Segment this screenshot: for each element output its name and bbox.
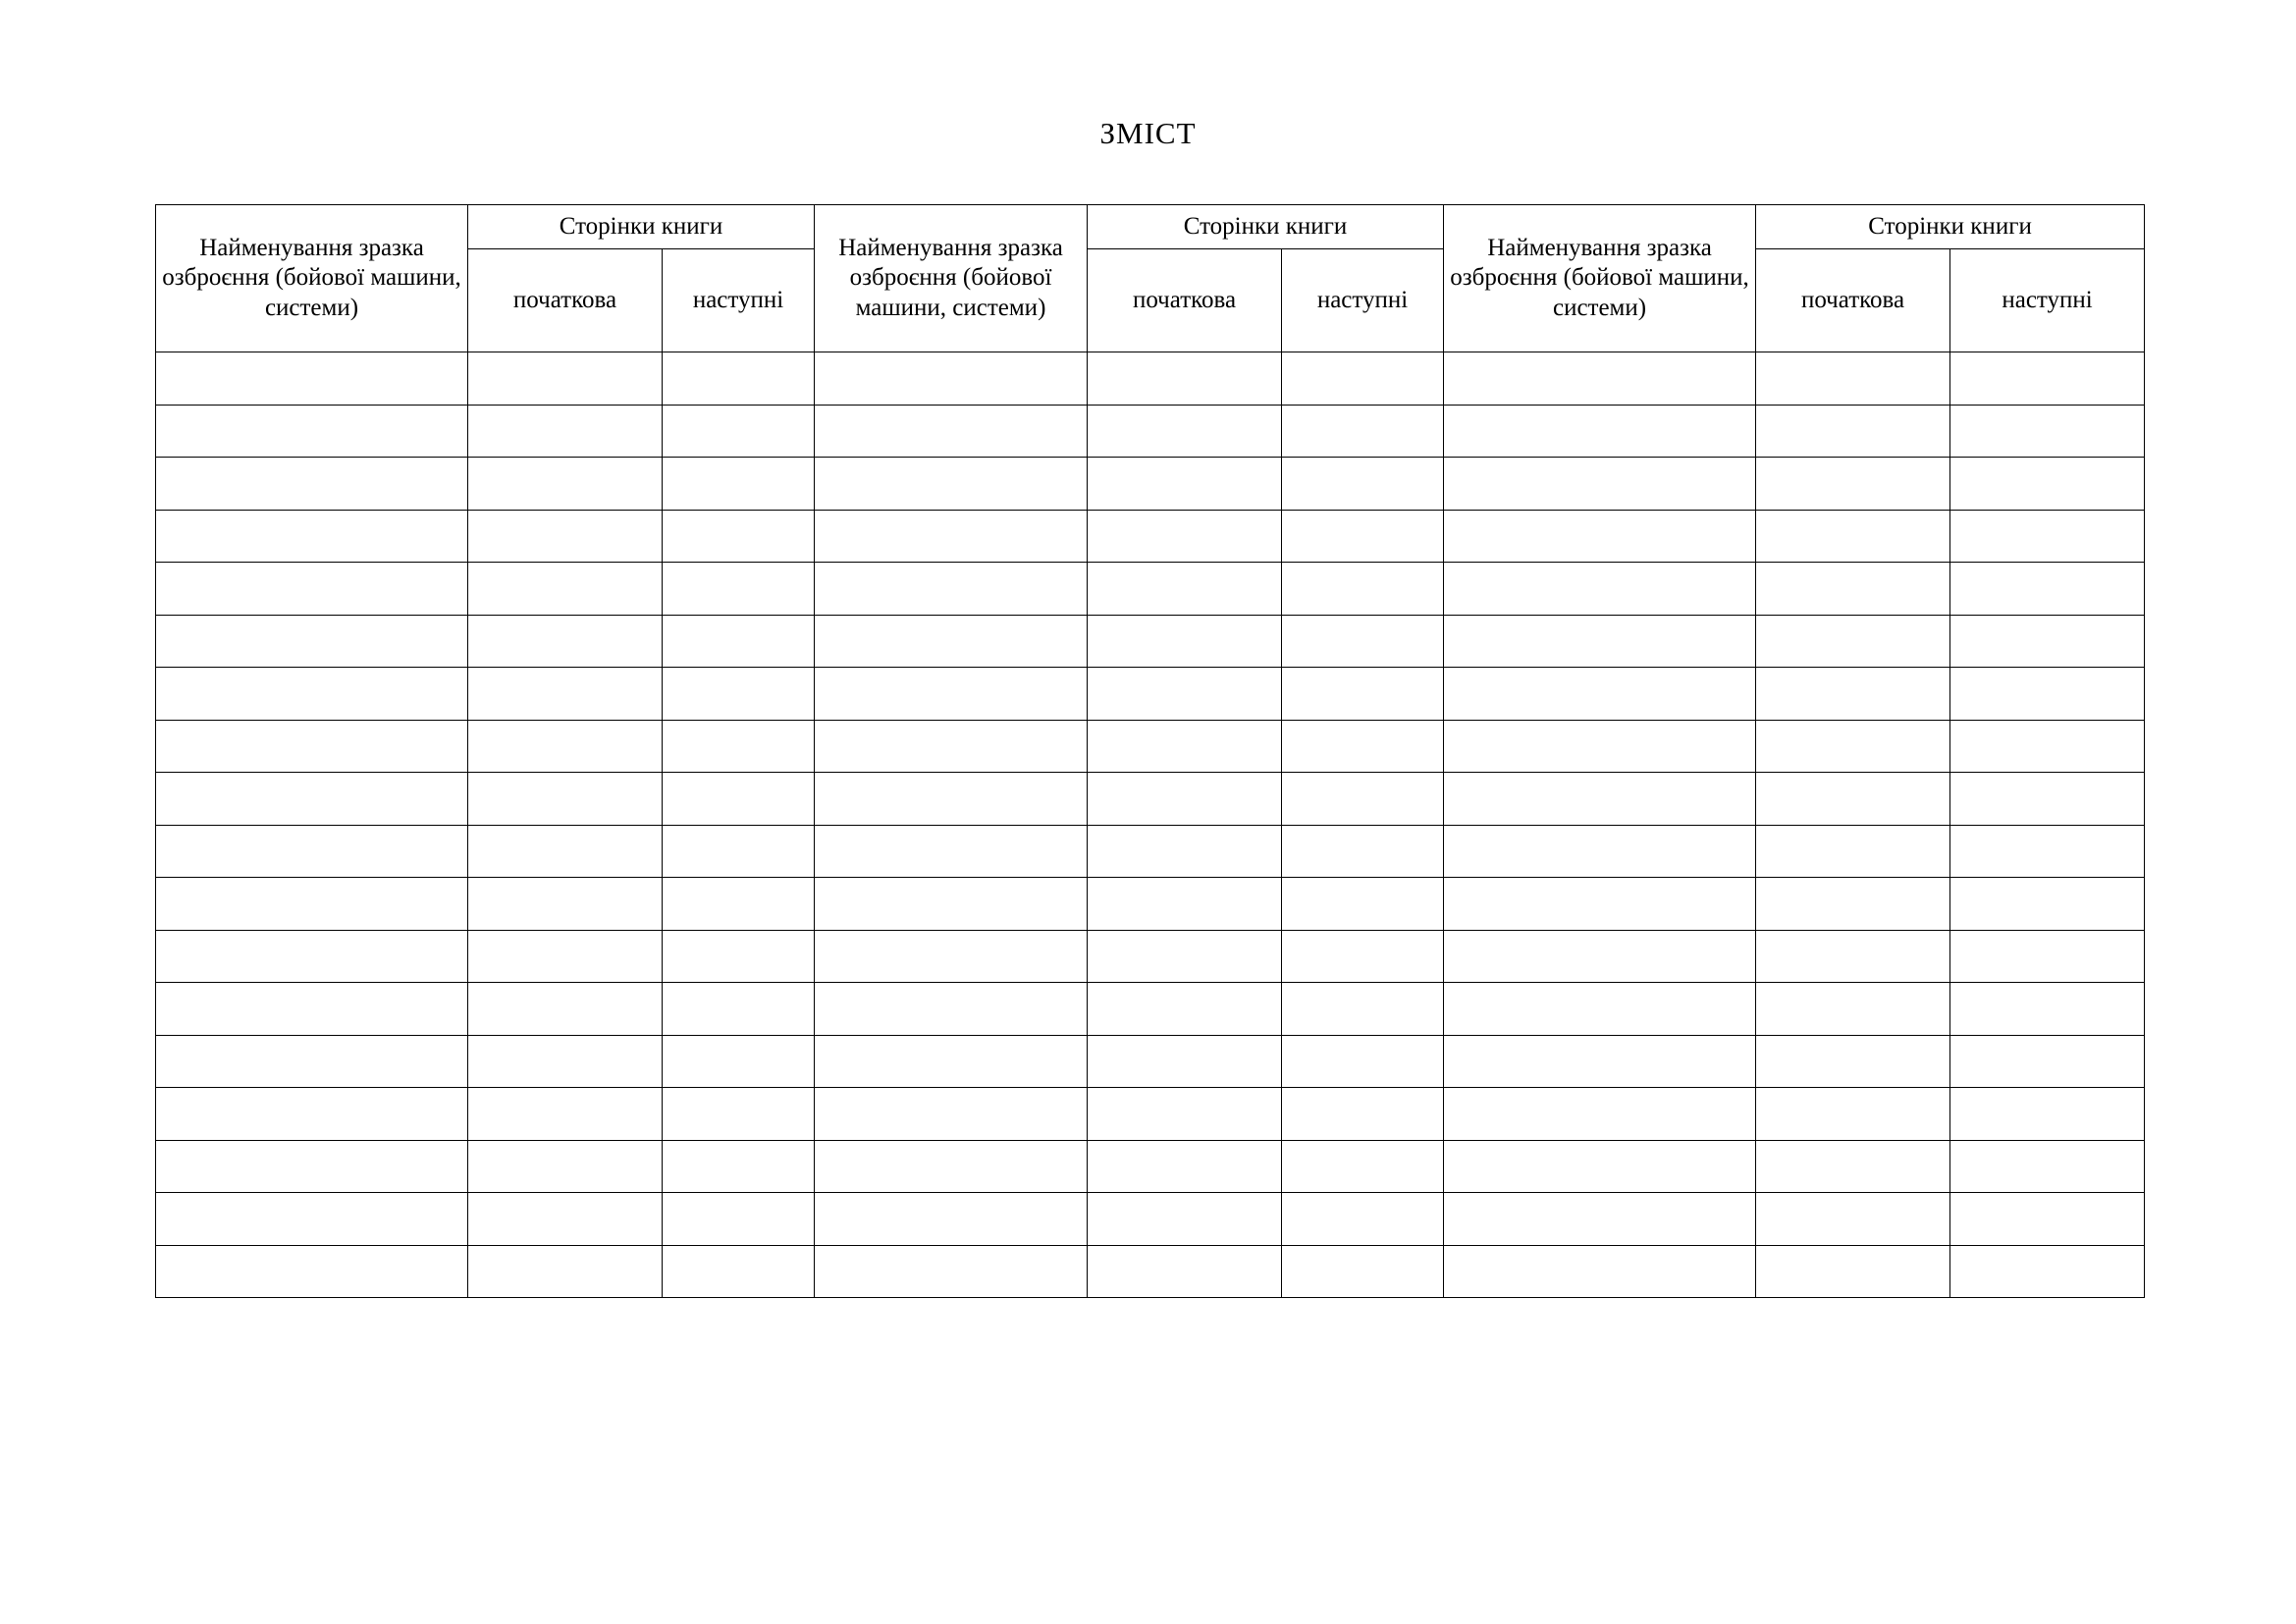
- table-cell[interactable]: [1088, 983, 1282, 1036]
- table-head: [156, 205, 2145, 352]
- table-cell[interactable]: [1088, 825, 1282, 878]
- table-cell[interactable]: [1756, 1140, 1950, 1193]
- table-cell[interactable]: [1282, 720, 1444, 773]
- table-cell[interactable]: [468, 563, 663, 616]
- table-cell[interactable]: [468, 878, 663, 931]
- table-row: [156, 773, 2145, 826]
- table-cell[interactable]: [663, 878, 815, 931]
- header-page-start-3: початкова: [1756, 249, 1950, 352]
- table-cell[interactable]: [663, 510, 815, 563]
- header-page-next-3: наступні: [1950, 249, 2145, 352]
- table-cell[interactable]: [663, 352, 815, 406]
- table-cell[interactable]: [663, 615, 815, 668]
- contents-table: [155, 204, 2145, 1298]
- table-cell[interactable]: [1756, 1088, 1950, 1141]
- table-row: [156, 930, 2145, 983]
- table-cell[interactable]: [1950, 615, 2145, 668]
- table-cell[interactable]: [468, 405, 663, 458]
- table-cell[interactable]: [156, 1193, 468, 1246]
- table-cell[interactable]: [815, 405, 1088, 458]
- table-cell[interactable]: [1088, 773, 1282, 826]
- table-cell[interactable]: [468, 615, 663, 668]
- table-row: [156, 352, 2145, 406]
- table-cell[interactable]: [156, 458, 468, 511]
- table-cell[interactable]: [468, 1193, 663, 1246]
- table-row: [156, 1245, 2145, 1298]
- table-cell[interactable]: [1282, 1193, 1444, 1246]
- table-cell[interactable]: [1444, 1140, 1756, 1193]
- table-cell[interactable]: [1756, 1035, 1950, 1088]
- table-cell[interactable]: [1088, 563, 1282, 616]
- table-cell[interactable]: [815, 720, 1088, 773]
- table-cell[interactable]: [815, 352, 1088, 406]
- table-cell[interactable]: [1282, 1140, 1444, 1193]
- table-cell[interactable]: [663, 773, 815, 826]
- table-cell[interactable]: [156, 510, 468, 563]
- table-cell[interactable]: [815, 825, 1088, 878]
- table-cell[interactable]: [1282, 930, 1444, 983]
- table-row: [156, 615, 2145, 668]
- table-cell[interactable]: [1756, 983, 1950, 1036]
- table-cell[interactable]: [1756, 720, 1950, 773]
- table-cell[interactable]: [1444, 825, 1756, 878]
- table-cell[interactable]: [468, 825, 663, 878]
- table-cell[interactable]: [1282, 510, 1444, 563]
- table-cell[interactable]: [1088, 1088, 1282, 1141]
- table-cell[interactable]: [1444, 563, 1756, 616]
- contents-table-container: [155, 204, 2144, 1298]
- table-cell[interactable]: [1444, 1245, 1756, 1298]
- table-cell[interactable]: [1756, 563, 1950, 616]
- table-cell[interactable]: [1444, 352, 1756, 406]
- table-row: [156, 510, 2145, 563]
- table-cell[interactable]: [815, 930, 1088, 983]
- table-cell[interactable]: [1756, 352, 1950, 406]
- table-cell[interactable]: [1756, 825, 1950, 878]
- table-cell[interactable]: [1088, 1245, 1282, 1298]
- table-cell[interactable]: [1282, 773, 1444, 826]
- table-cell[interactable]: [1950, 720, 2145, 773]
- table-body: [156, 352, 2145, 1298]
- table-cell[interactable]: [815, 1035, 1088, 1088]
- table-cell[interactable]: [1756, 773, 1950, 826]
- table-row: [156, 1140, 2145, 1193]
- table-cell[interactable]: [1282, 563, 1444, 616]
- table-cell[interactable]: [1444, 1193, 1756, 1246]
- table-cell[interactable]: [1088, 352, 1282, 406]
- table-cell[interactable]: [1444, 615, 1756, 668]
- table-cell[interactable]: [663, 983, 815, 1036]
- table-cell[interactable]: [663, 668, 815, 721]
- table-row: [156, 720, 2145, 773]
- table-cell[interactable]: [663, 458, 815, 511]
- table-cell[interactable]: [156, 825, 468, 878]
- table-cell[interactable]: [156, 1245, 468, 1298]
- table-cell[interactable]: [815, 1245, 1088, 1298]
- table-cell[interactable]: [663, 1140, 815, 1193]
- table-cell[interactable]: [156, 720, 468, 773]
- table-cell[interactable]: [1756, 668, 1950, 721]
- table-cell[interactable]: [1282, 458, 1444, 511]
- table-cell[interactable]: [156, 1035, 468, 1088]
- table-cell[interactable]: [1756, 930, 1950, 983]
- table-cell[interactable]: [1950, 1245, 2145, 1298]
- table-cell[interactable]: [1444, 405, 1756, 458]
- table-cell[interactable]: [156, 615, 468, 668]
- table-cell[interactable]: [156, 930, 468, 983]
- table-cell[interactable]: [1756, 878, 1950, 931]
- table-cell[interactable]: [468, 930, 663, 983]
- table-row: [156, 1088, 2145, 1141]
- table-row: [156, 1193, 2145, 1246]
- table-cell[interactable]: [1444, 773, 1756, 826]
- header-page-start-2: початкова: [1088, 249, 1282, 352]
- table-cell[interactable]: [1088, 668, 1282, 721]
- table-cell[interactable]: [1088, 510, 1282, 563]
- header-book-pages-2: Сторінки книги: [1088, 205, 1444, 249]
- table-cell[interactable]: [815, 983, 1088, 1036]
- table-cell[interactable]: [1756, 615, 1950, 668]
- table-cell[interactable]: [1950, 930, 2145, 983]
- table-cell[interactable]: [1282, 1035, 1444, 1088]
- table-cell[interactable]: [1282, 405, 1444, 458]
- table-cell[interactable]: [1088, 930, 1282, 983]
- table-cell[interactable]: [663, 1035, 815, 1088]
- table-cell[interactable]: [1756, 405, 1950, 458]
- table-cell[interactable]: [468, 1088, 663, 1141]
- table-cell[interactable]: [1282, 668, 1444, 721]
- table-cell[interactable]: [1444, 930, 1756, 983]
- table-cell[interactable]: [1282, 352, 1444, 406]
- table-row: [156, 668, 2145, 721]
- table-row: [156, 1035, 2145, 1088]
- table-cell[interactable]: [156, 983, 468, 1036]
- table-row: [156, 825, 2145, 878]
- table-cell[interactable]: [1088, 615, 1282, 668]
- table-cell[interactable]: [815, 668, 1088, 721]
- table-cell[interactable]: [1444, 1035, 1756, 1088]
- table-cell[interactable]: [1282, 825, 1444, 878]
- table-cell[interactable]: [663, 825, 815, 878]
- table-cell[interactable]: [1950, 458, 2145, 511]
- table-cell[interactable]: [468, 720, 663, 773]
- table-cell[interactable]: [468, 510, 663, 563]
- table-cell[interactable]: [156, 1088, 468, 1141]
- table-cell[interactable]: [1088, 720, 1282, 773]
- table-cell[interactable]: [815, 878, 1088, 931]
- table-cell[interactable]: [1950, 1088, 2145, 1141]
- table-cell[interactable]: [468, 983, 663, 1036]
- header-page-start-1: початкова: [468, 249, 663, 352]
- table-cell[interactable]: [1444, 720, 1756, 773]
- table-cell[interactable]: [663, 563, 815, 616]
- table-cell[interactable]: [1756, 510, 1950, 563]
- table-cell[interactable]: [1950, 510, 2145, 563]
- page-title: ЗМІСТ: [1099, 116, 1197, 150]
- header-weapon-name-3: Найменування зразка озброєння (бойової машини, системи): [1444, 205, 1756, 352]
- table-cell[interactable]: [1950, 563, 2145, 616]
- table-cell[interactable]: [1088, 1140, 1282, 1193]
- table-cell[interactable]: [815, 1193, 1088, 1246]
- table-cell[interactable]: [815, 615, 1088, 668]
- table-cell[interactable]: [156, 352, 468, 406]
- table-cell[interactable]: [1088, 405, 1282, 458]
- header-page-next-2: наступні: [1282, 249, 1444, 352]
- table-cell[interactable]: [1950, 405, 2145, 458]
- header-weapon-name-2: Найменування зразка озброєння (бойової машини, системи): [815, 205, 1088, 352]
- table-cell[interactable]: [468, 458, 663, 511]
- table-cell[interactable]: [1444, 510, 1756, 563]
- table-cell[interactable]: [1950, 825, 2145, 878]
- table-cell[interactable]: [468, 668, 663, 721]
- header-weapon-name-1: Найменування зразка озброєння (бойової машини, системи): [156, 205, 468, 352]
- table-cell[interactable]: [1088, 458, 1282, 511]
- table-cell[interactable]: [815, 510, 1088, 563]
- table-cell[interactable]: [156, 668, 468, 721]
- table-cell[interactable]: [1088, 1193, 1282, 1246]
- table-cell[interactable]: [1088, 1035, 1282, 1088]
- table-cell[interactable]: [1282, 878, 1444, 931]
- table-cell[interactable]: [663, 930, 815, 983]
- table-cell[interactable]: [1950, 773, 2145, 826]
- table-cell[interactable]: [663, 405, 815, 458]
- table-cell[interactable]: [156, 563, 468, 616]
- table-cell[interactable]: [663, 720, 815, 773]
- table-cell[interactable]: [1950, 983, 2145, 1036]
- header-row-top: [156, 205, 2145, 249]
- table-cell[interactable]: [1444, 1088, 1756, 1141]
- table-cell[interactable]: [1282, 615, 1444, 668]
- table-cell[interactable]: [1444, 668, 1756, 721]
- table-cell[interactable]: [468, 1035, 663, 1088]
- table-cell[interactable]: [815, 1140, 1088, 1193]
- table-cell[interactable]: [663, 1245, 815, 1298]
- table-cell[interactable]: [1444, 878, 1756, 931]
- table-cell[interactable]: [1444, 458, 1756, 511]
- table-cell[interactable]: [815, 563, 1088, 616]
- table-cell[interactable]: [1950, 668, 2145, 721]
- table-cell[interactable]: [815, 1088, 1088, 1141]
- table-cell[interactable]: [156, 405, 468, 458]
- table-cell[interactable]: [468, 1140, 663, 1193]
- table-cell[interactable]: [1282, 1088, 1444, 1141]
- table-cell[interactable]: [156, 878, 468, 931]
- table-cell[interactable]: [1950, 1140, 2145, 1193]
- table-cell[interactable]: [1950, 1035, 2145, 1088]
- table-cell[interactable]: [468, 352, 663, 406]
- table-cell[interactable]: [663, 1088, 815, 1141]
- table-cell[interactable]: [1282, 1245, 1444, 1298]
- table-cell[interactable]: [1756, 458, 1950, 511]
- table-row: [156, 983, 2145, 1036]
- table-cell[interactable]: [1444, 983, 1756, 1036]
- table-cell[interactable]: [468, 1245, 663, 1298]
- table-cell[interactable]: [815, 458, 1088, 511]
- header-book-pages-3: Сторінки книги: [1756, 205, 2145, 249]
- table-cell[interactable]: [1756, 1193, 1950, 1246]
- header-page-next-1: наступні: [663, 249, 815, 352]
- table-cell[interactable]: [1950, 878, 2145, 931]
- table-cell[interactable]: [663, 1193, 815, 1246]
- table-cell[interactable]: [1088, 878, 1282, 931]
- table-cell[interactable]: [468, 773, 663, 826]
- header-book-pages-1: Сторінки книги: [468, 205, 815, 249]
- table-cell[interactable]: [1950, 1193, 2145, 1246]
- table-cell[interactable]: [815, 773, 1088, 826]
- table-row: [156, 878, 2145, 931]
- table-cell[interactable]: [156, 773, 468, 826]
- table-row: [156, 458, 2145, 511]
- table-cell[interactable]: [1282, 983, 1444, 1036]
- table-cell[interactable]: [1950, 352, 2145, 406]
- table-cell[interactable]: [156, 1140, 468, 1193]
- table-row: [156, 405, 2145, 458]
- table-cell[interactable]: [1756, 1245, 1950, 1298]
- table-row: [156, 563, 2145, 616]
